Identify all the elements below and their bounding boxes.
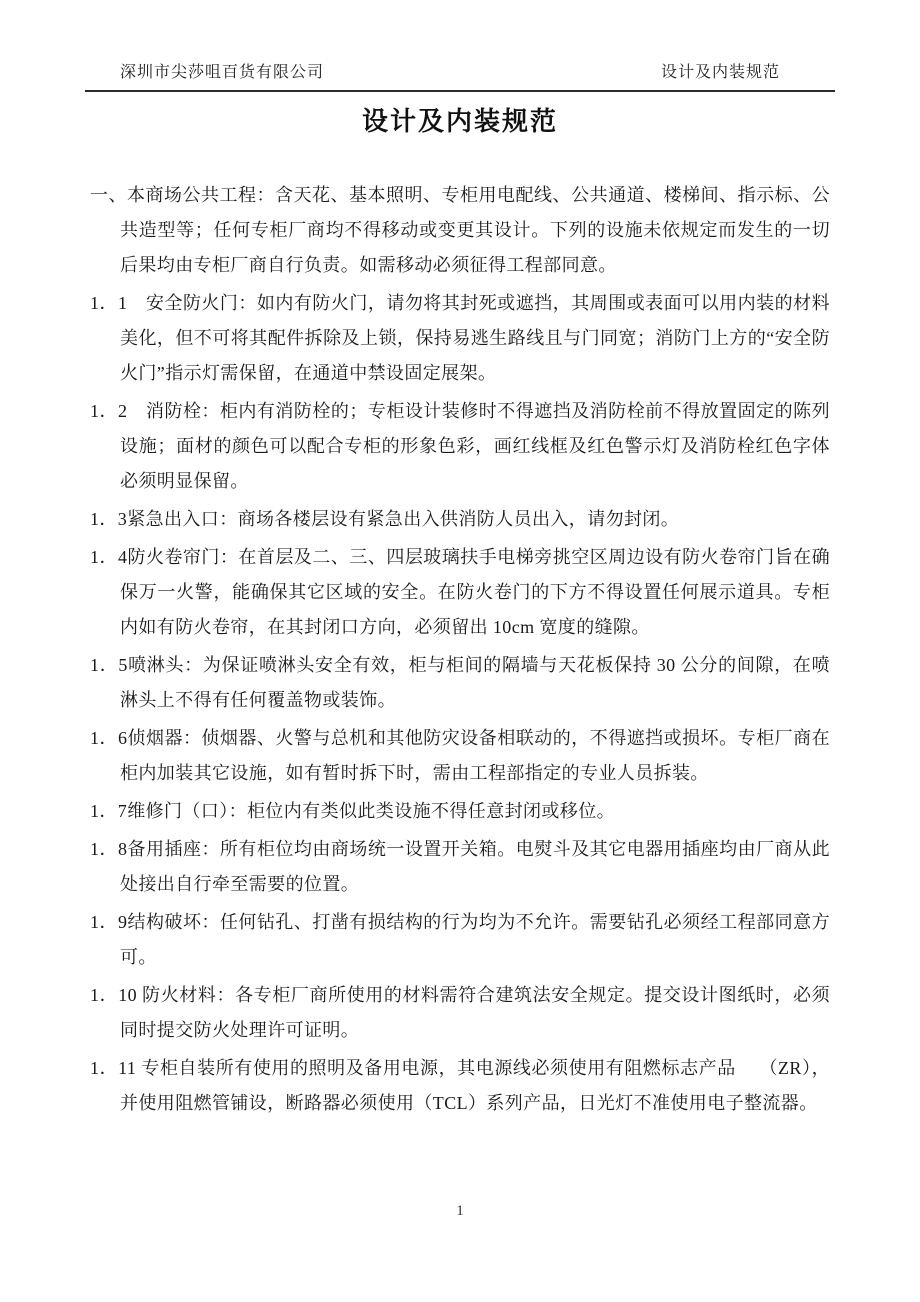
paragraph-intro: 一、本商场公共工程：含天花、基本照明、专柜用电配线、公共通道、楼梯间、指示标、公共造型等；任何专柜厂商均不得移动或变更其设计。下列的设施未依规定而发生的一切后果均由专柜厂商自行负责。如需移动必须征得工程部同意。: [90, 185, 830, 275]
document-title: 设计及内装规范: [361, 107, 558, 136]
paragraph-1-2: 1．2 消防栓：柜内有消防栓的；专柜设计装修时不得遮挡及消防栓前不得放置固定的陈列设施；面材的颜色可以配合专柜的形象色彩，画红线框及红色警示灯及消防栓红色字体必须明显保留。: [90, 401, 830, 491]
page-number: 1: [456, 1203, 464, 1219]
paragraph-1-10: 1．10 防火材料：各专柜厂商所使用的材料需符合建筑法安全规定。提交设计图纸时，必须同时提交防火处理许可证明。: [90, 985, 830, 1040]
page-header: [85, 0, 835, 92]
paragraph-1-11: 1．11 专柜自装所有使用的照明及备用电源，其电源线必须使用有阻燃标志产品 （ZR），并使用阻燃管铺设，断路器必须使用（TCL）系列产品，日光灯不准使用电子整流器。: [90, 1058, 830, 1113]
paragraph-1-7: 1．7维修门（口）：柜位内有类似此类设施不得任意封闭或移位。: [90, 801, 615, 821]
header-doc-name: 设计及内装规范: [660, 64, 780, 81]
document-body: [90, 178, 830, 1121]
header-company-name: 深圳市尖莎咀百货有限公司: [120, 64, 325, 81]
paragraph-1-4: 1．4防火卷帘门：在首层及二、三、四层玻璃扶手电梯旁挑空区周边设有防火卷帘门旨在确保万一火警，能确保其它区域的安全。在防火卷门的下方不得设置任何展示道具。专柜内如有防火卷帘，在其封闭口方向，必须留出 10cm 宽度的缝隙。: [90, 547, 830, 637]
paragraph-1-1: 1．1 安全防火门：如内有防火门，请勿将其封死或遮挡，其周围或表面可以用内装的材料美化，但不可将其配件拆除及上锁，保持易逃生路线且与门同宽；消防门上方的“安全防火门”指示灯需保留，在通道中禁设固定展架。: [90, 293, 830, 383]
paragraph-1-3: 1．3紧急出入口：商场各楼层设有紧急出入供消防人员出入，请勿封闭。: [90, 509, 680, 529]
paragraph-1-6: 1．6侦烟器：侦烟器、火警与总机和其他防灾设备相联动的，不得遮挡或损坏。专柜厂商在柜内加装其它设施，如有暂时拆下时，需由工程部指定的专业人员拆装。: [90, 728, 830, 783]
paragraph-1-8: 1．8备用插座：所有柜位均由商场统一设置开关箱。电熨斗及其它电器用插座均由厂商从此处接出自行牵至需要的位置。: [90, 839, 830, 894]
paragraph-1-9: 1．9结构破坏：任何钻孔、打凿有损结构的行为均为不允许。需要钻孔必须经工程部同意方可。: [90, 912, 830, 967]
paragraph-1-5: 1．5喷淋头：为保证喷淋头安全有效，柜与柜间的隔墙与天花板保持 30 公分的间隙，在喷淋头上不得有任何覆盖物或装饰。: [90, 655, 830, 710]
